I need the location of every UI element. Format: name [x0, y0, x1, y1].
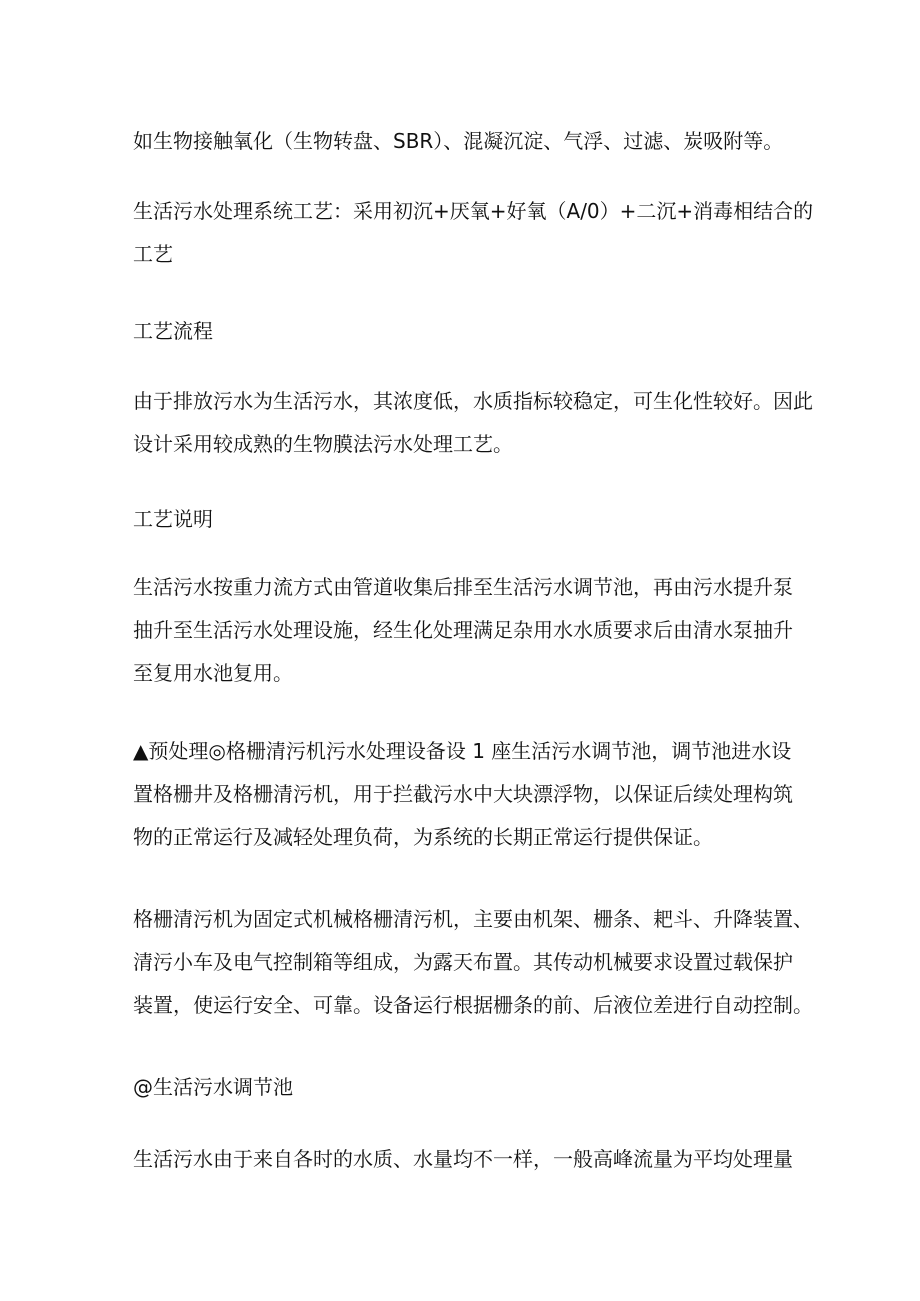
heading-process-flow: [133, 310, 801, 353]
text-line: 由于排放污水为生活污水，其浓度低，水质指标较稳定，可生化性较好。因此: [133, 389, 813, 413]
heading-regulating-tank: [133, 1066, 801, 1109]
text-line: 生活污水按重力流方式由管道收集后排至生活污水调节池，再由污水提升泵: [133, 575, 793, 599]
text-line: 如生物接触氧化（生物转盘、SBR）、混凝沉淀、气浮、过滤、炭吸附等。: [133, 129, 784, 153]
text-line: 工艺说明: [133, 507, 213, 531]
text-line: 生活污水由于来自各时的水质、水量均不一样，一般高峰流量为平均处理量: [133, 1147, 793, 1171]
text-line: 物的正常运行及减轻处理负荷，为系统的长期正常运行提供保证。: [133, 825, 713, 849]
paragraph-pretreatment: [133, 730, 801, 859]
text-line: 清污小车及电气控制箱等组成，为露天布置。其传动机械要求设置过载保护: [133, 950, 793, 974]
text-line: 工艺流程: [133, 319, 213, 343]
paragraph-process-rationale: [133, 380, 813, 466]
text-line: 置格栅井及格栅清污机，用于拦截污水中大块漂浮物，以保证后续处理构筑: [133, 782, 793, 806]
paragraph-system-process: [133, 190, 814, 276]
text-line: 至复用水池复用。: [133, 661, 293, 685]
paragraph-collection-flow: [133, 566, 801, 695]
paragraph-screen-cleaner: [133, 898, 813, 1027]
paragraph-flow-variation: [133, 1138, 801, 1181]
paragraph-treatment-methods: [133, 120, 801, 163]
text-line: 生活污水处理系统工艺：采用初沉+厌氧+好氧（A/0）+二沉+消毒相结合的: [133, 199, 814, 223]
text-line: ▲预处理◎格栅清污机污水处理设备设 1 座生活污水调节池，调节池进水设: [133, 739, 792, 763]
text-line: 装置，使运行安全、可靠。设备运行根据栅条的前、后液位差进行自动控制。: [133, 993, 813, 1017]
text-line: 设计采用较成熟的生物膜法污水处理工艺。: [133, 432, 513, 456]
text-line: 格栅清污机为固定式机械格栅清污机，主要由机架、栅条、耙斗、升降装置、: [133, 907, 813, 931]
text-line: @生活污水调节池: [133, 1075, 293, 1099]
text-line: 工艺: [133, 242, 173, 266]
text-line: 抽升至生活污水处理设施，经生化处理满足杂用水水质要求后由清水泵抽升: [133, 618, 793, 642]
heading-process-description: [133, 498, 801, 541]
